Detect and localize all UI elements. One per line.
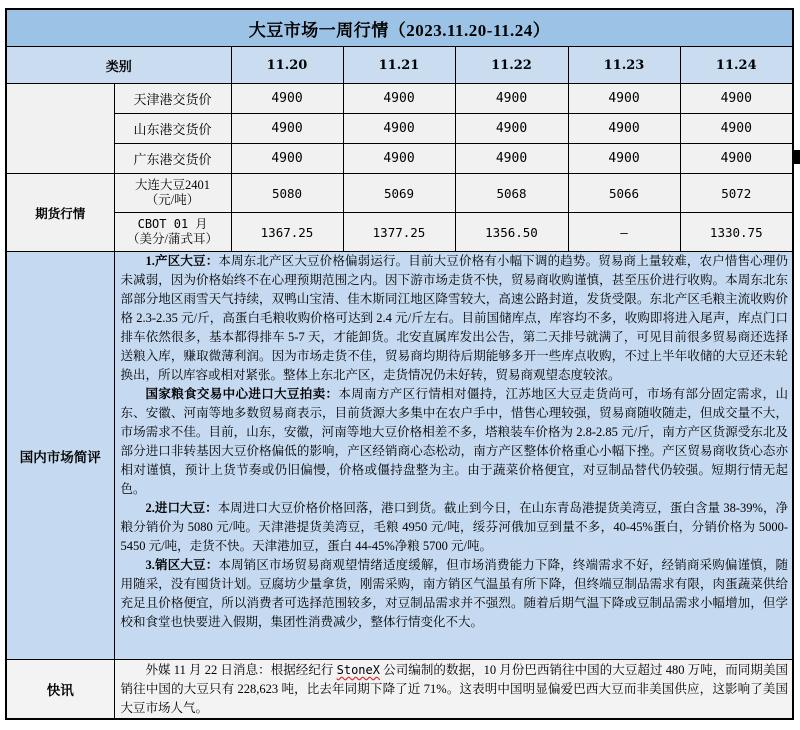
price-cell: 1356.50 [455, 213, 568, 252]
price-cell: 4900 [568, 84, 680, 114]
price-cell: 1377.25 [343, 213, 455, 252]
price-cell: 5068 [455, 174, 568, 213]
price-cell: 5066 [568, 174, 680, 213]
commentary-paragraph [115, 252, 793, 385]
news-section-label: 快讯 [6, 660, 114, 720]
column-header-category: 类别 [6, 47, 231, 84]
paragraph-body: 本周销区市场贸易商观望情绪适度缓解，但市场消费能力下降，终端需求不好，经销商采购偏谨慎，随用随采，没有囤货计划。豆腐坊少量拿货，刚需采购，南方销区气温虽有所下降，但终端豆制品需求有限，肉蛋蔬菜供给充足且价格便宜，所以消费者可选择范围较多，对豆制品需求并不强烈。随着后期气温下降或豆制品需求小幅增加，但学校和食堂也快要进入假期，集团性消费减少，整体行情变化不大。 [120, 558, 789, 629]
column-header-date-1: 11.20 [231, 47, 343, 84]
news-row [6, 660, 793, 720]
table-row [6, 84, 793, 114]
price-cell: 4900 [231, 144, 343, 174]
price-cell: 4900 [231, 114, 343, 144]
price-cell: 4900 [680, 144, 793, 174]
spot-row-label: 山东港交货价 [114, 114, 231, 144]
price-table-sheet [5, 8, 794, 720]
column-header-date-2: 11.21 [343, 47, 455, 84]
spot-row-label: 天津港交货价 [114, 84, 231, 114]
paragraph-body: 本周东北产区大豆价格偏弱运行。目前大豆价格有小幅下调的趋势。贸易商上量较难，农户惜售心理仍未减弱，因为价格始终不在心理预期范围之内。因下游市场走货不快，贸易商收购谨慎，甚至压价进行收购。本周东北东部部分地区雨雪天气持续，双鸭山宝清、佳木斯同江地区降雪较大，高速公路封道，发货受限。东北产区毛粮主流收购价格 2.3-2.35 元/斤，高蛋白毛粮收购价格可达到 2.4 元/斤左右。目前国储库点，库容均不多，收购即将进入尾声，库点门口排车依然很多，基本都得排车 5-7 天，才能卸货。北安直属库发出公告，第二天排号就满了，可见目前很多贸易商还选择送粮入库，赚取微薄利润。因为市场走货不佳，贸易商均期待后期能够多开一些库点收购，不过上半年收储的大豆还未轮换出，所以库容或相对紧张。整体上东北产区，走货情况仍未好转，贸易商观望态度较浓。 [120, 254, 789, 382]
table-row [6, 144, 793, 174]
futures-group-label: 期货行情 [6, 174, 114, 252]
table-header-row [6, 47, 793, 84]
paragraph-lead: 1.产区大豆： [145, 254, 219, 268]
table-row [6, 114, 793, 144]
price-cell: 4900 [343, 144, 455, 174]
futures-row-label [114, 213, 231, 252]
news-content [114, 660, 793, 720]
column-header-date-3: 11.22 [455, 47, 568, 84]
paragraph-lead: 3.销区大豆： [145, 558, 219, 572]
edge-artifact-mark [794, 150, 800, 164]
price-cell: 5072 [680, 174, 793, 213]
price-cell: 4900 [455, 144, 568, 174]
soybean-weekly-table [5, 8, 794, 720]
price-cell: 4900 [455, 84, 568, 114]
commentary-row [6, 252, 793, 660]
news-text-part1: 外媒 11 月 22 日消息：根据经纪行 [145, 663, 337, 677]
paragraph-lead: 2.进口大豆： [145, 501, 218, 515]
price-cell: 5069 [343, 174, 455, 213]
price-cell: 4900 [343, 84, 455, 114]
column-header-date-4: 11.23 [568, 47, 680, 84]
price-cell: — [568, 213, 680, 252]
commentary-paragraph [115, 499, 793, 556]
news-text-part2: 公司编制的数据，10 月份巴西销往中国的大豆超过 480 万吨，而同期美国销往中国的大豆只有 228,623 吨，比去年同期下降了近 71%。这表明中国明显偏爱巴西大豆而非美国供应，这影响了美国大豆市场人气。 [120, 663, 789, 715]
price-cell: 4900 [455, 114, 568, 144]
price-cell: 1330.75 [680, 213, 793, 252]
futures-label-line2: （美分/蒲式耳） [127, 232, 218, 246]
stonex-brand-text: StoneX [336, 663, 380, 677]
news-paragraph [115, 660, 793, 718]
futures-label-line1: CBOT 01 月 [137, 217, 208, 231]
paragraph-lead: 国家粮食交易中心进口大豆拍卖： [145, 387, 339, 401]
spot-group-cell-empty [6, 84, 114, 174]
spot-row-label: 广东港交货价 [114, 144, 231, 174]
price-cell: 4900 [680, 114, 793, 144]
commentary-paragraph [115, 385, 793, 499]
price-cell: 4900 [231, 84, 343, 114]
price-cell: 4900 [343, 114, 455, 144]
commentary-paragraph [115, 556, 793, 632]
table-title-row [6, 9, 793, 47]
futures-row-label [114, 174, 231, 213]
futures-label-line2: （元/吨） [145, 193, 200, 207]
paragraph-body: 本周进口大豆价格价格回落，港口到货。截止到今日，在山东青岛港提货美湾豆，蛋白含量 38-39%，净粮分销价为 5080 元/吨。天津港提货美湾豆，毛粮 4950 元/吨，绥芬河俄加豆到量不多，40-45%蛋白，分销价格为 5000-5450 元/吨，走货不快。天津港加豆，蛋白 44-45%净粮 5700 元/吨。 [120, 501, 789, 553]
commentary-section-label: 国内市场简评 [6, 252, 114, 660]
price-cell: 5080 [231, 174, 343, 213]
table-row [6, 174, 793, 213]
price-cell: 1367.25 [231, 213, 343, 252]
table-row [6, 213, 793, 252]
price-cell: 4900 [680, 84, 793, 114]
futures-label-line1: 大连大豆2401 [134, 178, 210, 192]
paragraph-body: 本周南方产区行情相对僵持，江苏地区大豆走货尚可，市场有部分固定需求，山东、安徽、河南等地多数贸易商表示，目前货源大多集中在农户手中，惜售心理较强，贸易商随收随走，但成交量不大，市场需求不佳。目前，山东，安徽，河南等地大豆价格相差不多，塔粮装车价格为 2.8-2.85 元/斤，南方产区货源受东北及部分进口非转基因大豆价格偏低的影响，产区经销商心态松动，南方产区整体价格重心小幅下挫。产区贸易商收货心态亦相对谨慎，预计上货节奏或仍旧偏慢，价格或僵持盘整为主。由于蔬菜价格便宜，对豆制品替代仍较强。短期行情无起色。 [120, 387, 789, 496]
commentary-content [114, 252, 793, 660]
column-header-date-5: 11.24 [680, 47, 793, 84]
price-cell: 4900 [568, 144, 680, 174]
price-cell: 4900 [568, 114, 680, 144]
page-title: 大豆市场一周行情（2023.11.20-11.24） [6, 9, 793, 47]
